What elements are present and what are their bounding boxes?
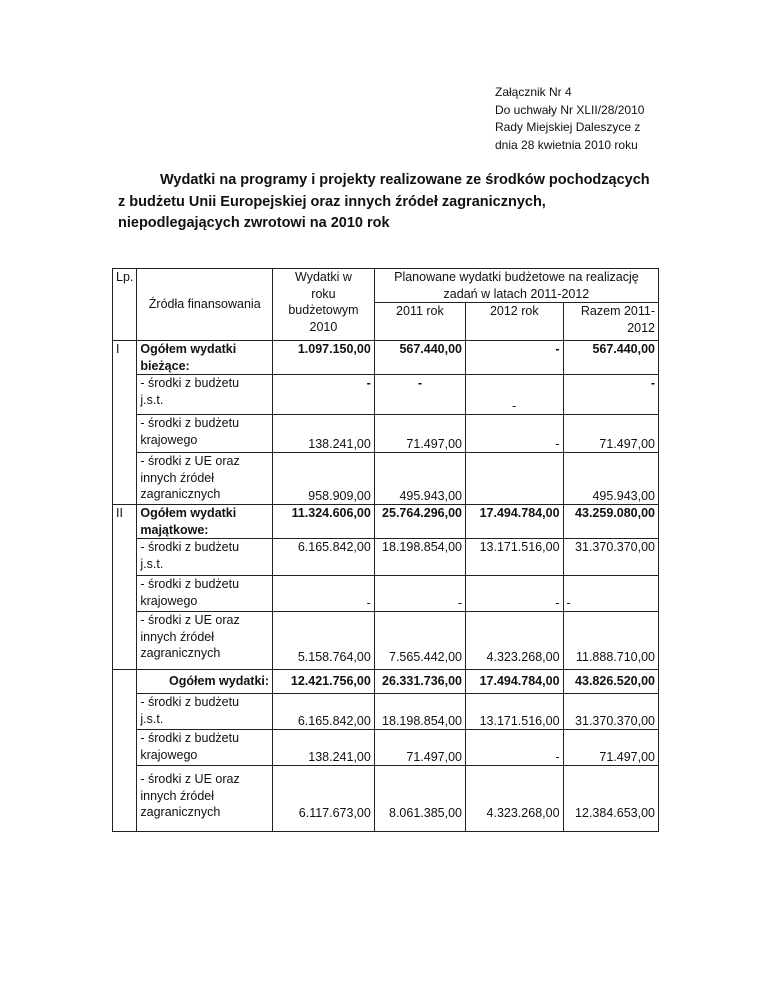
label-line: - środki z budżetu <box>140 731 240 745</box>
cell-value: - <box>466 730 564 766</box>
title-line: Wydatki na programy i projekty realizowane ze środków pochodzących <box>160 172 650 188</box>
table-row <box>113 341 659 375</box>
label-line: - środki z budżetu <box>140 376 240 390</box>
label-line: Ogółem wydatki <box>140 506 237 520</box>
label-line: innych źródeł <box>140 788 215 803</box>
document-title <box>118 170 658 235</box>
row-label <box>137 612 273 670</box>
row-label <box>137 694 273 730</box>
header-text: 2010 <box>309 319 338 334</box>
header-text: Razem 2011- <box>580 304 655 318</box>
header-2011: 2011 rok <box>374 303 465 341</box>
attachment-note <box>495 84 644 154</box>
table-row <box>113 730 659 766</box>
label-line: - środki z UE oraz <box>140 772 240 786</box>
table-row <box>113 576 659 612</box>
table-row <box>113 375 659 415</box>
row-label <box>137 415 273 453</box>
attachment-line: Do uchwały Nr XLII/28/2010 <box>495 102 645 117</box>
cell-value: - <box>273 375 375 415</box>
cell-value: - <box>563 576 658 612</box>
cell-value: 17.494.784,00 <box>466 505 564 539</box>
cell-value: 18.198.854,00 <box>374 539 465 576</box>
cell-value: - <box>563 375 658 415</box>
header-expenses-2010 <box>273 269 375 341</box>
table-row <box>113 539 659 576</box>
label-line: - środki z UE oraz <box>140 454 240 468</box>
label-line: krajowego <box>140 432 198 447</box>
cell-value: 12.384.653,00 <box>563 766 658 832</box>
header-text: Wydatki w <box>295 270 352 284</box>
row-label <box>137 766 273 832</box>
table-row <box>113 415 659 453</box>
cell-value: 31.370.370,00 <box>563 694 658 730</box>
row-label <box>137 375 273 415</box>
cell-value: 13.171.516,00 <box>466 539 564 576</box>
label-line: krajowego <box>140 747 198 762</box>
header-text: budżetowym <box>288 303 359 317</box>
table-row <box>113 505 659 539</box>
cell-value: 4.323.268,00 <box>466 766 564 832</box>
row-label <box>137 730 273 766</box>
attachment-line: Załącznik Nr 4 <box>495 85 572 99</box>
budget-table <box>112 268 659 832</box>
header-row <box>113 269 659 303</box>
label-line: zagranicznych <box>140 805 221 819</box>
label-line: j.s.t. <box>140 392 164 407</box>
header-text: 2012 <box>627 320 655 335</box>
row-label <box>137 505 273 539</box>
cell-value: 26.331.736,00 <box>374 670 465 694</box>
label-line: - środki z budżetu <box>140 695 240 709</box>
title-line: niepodlegających zwrotowi na 2010 rok <box>118 215 390 231</box>
cell-value: 71.497,00 <box>374 415 465 453</box>
cell-value: 13.171.516,00 <box>466 694 564 730</box>
cell-value: 17.494.784,00 <box>466 670 564 694</box>
attachment-line: Rady Miejskiej Daleszyce z <box>495 120 641 134</box>
cell-value: 138.241,00 <box>273 415 375 453</box>
cell-value: - <box>374 375 465 415</box>
label-line: krajowego <box>140 593 198 608</box>
header-lp: Lp. <box>113 269 137 341</box>
cell-value: - <box>466 576 564 612</box>
cell-value: 25.764.296,00 <box>374 505 465 539</box>
title-line: z budżetu Unii Europejskiej oraz innych źródeł zagranicznych, <box>118 193 546 210</box>
row-label <box>137 453 273 505</box>
cell-value: 1.097.150,00 <box>273 341 375 375</box>
attachment-line: dnia 28 kwietnia 2010 roku <box>495 137 638 152</box>
label-line: zagranicznych <box>140 646 221 660</box>
cell-value: 43.259.080,00 <box>563 505 658 539</box>
cell-value: - <box>466 415 564 453</box>
header-text: zadań w latach 2011-2012 <box>443 286 590 301</box>
cell-value: - <box>273 576 375 612</box>
cell-value: 6.165.842,00 <box>273 539 375 576</box>
header-source <box>137 269 273 341</box>
header-source-text: Źródła finansowania <box>148 297 261 312</box>
label-line: j.s.t. <box>140 556 164 571</box>
cell-value: 567.440,00 <box>374 341 465 375</box>
label-line: Ogółem wydatki <box>140 342 237 356</box>
label-line: innych źródeł <box>140 629 215 644</box>
cell-value: 495.943,00 <box>563 453 658 505</box>
cell-value: 43.826.520,00 <box>563 670 658 694</box>
label-line: - środki z budżetu <box>140 416 240 430</box>
cell-value: 11.888.710,00 <box>563 612 658 670</box>
cell-value: 8.061.385,00 <box>374 766 465 832</box>
cell-value: 71.497,00 <box>374 730 465 766</box>
cell-value: 11.324.606,00 <box>273 505 375 539</box>
label-line: bieżące: <box>140 358 190 373</box>
header-text: Planowane wydatki budżetowe na realizację <box>394 270 639 284</box>
header-text: roku <box>311 286 336 301</box>
cell-value: 18.198.854,00 <box>374 694 465 730</box>
cell-value: - <box>374 576 465 612</box>
header-2012: 2012 rok <box>466 303 564 341</box>
section-number: I <box>113 341 137 505</box>
cell-value: - <box>466 375 564 415</box>
label-line: zagranicznych <box>140 487 221 501</box>
cell-value: 7.565.442,00 <box>374 612 465 670</box>
table-row <box>113 453 659 505</box>
table-row <box>113 670 659 694</box>
cell-value: 71.497,00 <box>563 730 658 766</box>
cell-value: 958.909,00 <box>273 453 375 505</box>
section-number <box>113 670 137 832</box>
cell-value: 71.497,00 <box>563 415 658 453</box>
label-line: j.s.t. <box>140 711 164 726</box>
cell-value: 495.943,00 <box>374 453 465 505</box>
cell-value: - <box>466 341 564 375</box>
header-planned <box>374 269 658 303</box>
table-row <box>113 694 659 730</box>
table-row <box>113 612 659 670</box>
cell-value: 6.165.842,00 <box>273 694 375 730</box>
header-total <box>563 303 658 341</box>
row-label <box>137 341 273 375</box>
label-line: innych źródeł <box>140 470 215 485</box>
cell-value: 6.117.673,00 <box>273 766 375 832</box>
row-label: Ogółem wydatki: <box>137 670 273 694</box>
cell-value: 12.421.756,00 <box>273 670 375 694</box>
cell-value: 567.440,00 <box>563 341 658 375</box>
section-number: II <box>113 505 137 670</box>
row-label <box>137 539 273 576</box>
label-line: - środki z budżetu <box>140 540 240 554</box>
cell-value: 31.370.370,00 <box>563 539 658 576</box>
cell-value: 4.323.268,00 <box>466 612 564 670</box>
cell-value: 138.241,00 <box>273 730 375 766</box>
label-line: majątkowe: <box>140 522 209 537</box>
row-label <box>137 576 273 612</box>
cell-value: 5.158.764,00 <box>273 612 375 670</box>
table-row <box>113 766 659 832</box>
label-line: - środki z budżetu <box>140 577 240 591</box>
cell-value <box>466 453 564 505</box>
label-line: - środki z UE oraz <box>140 613 240 627</box>
